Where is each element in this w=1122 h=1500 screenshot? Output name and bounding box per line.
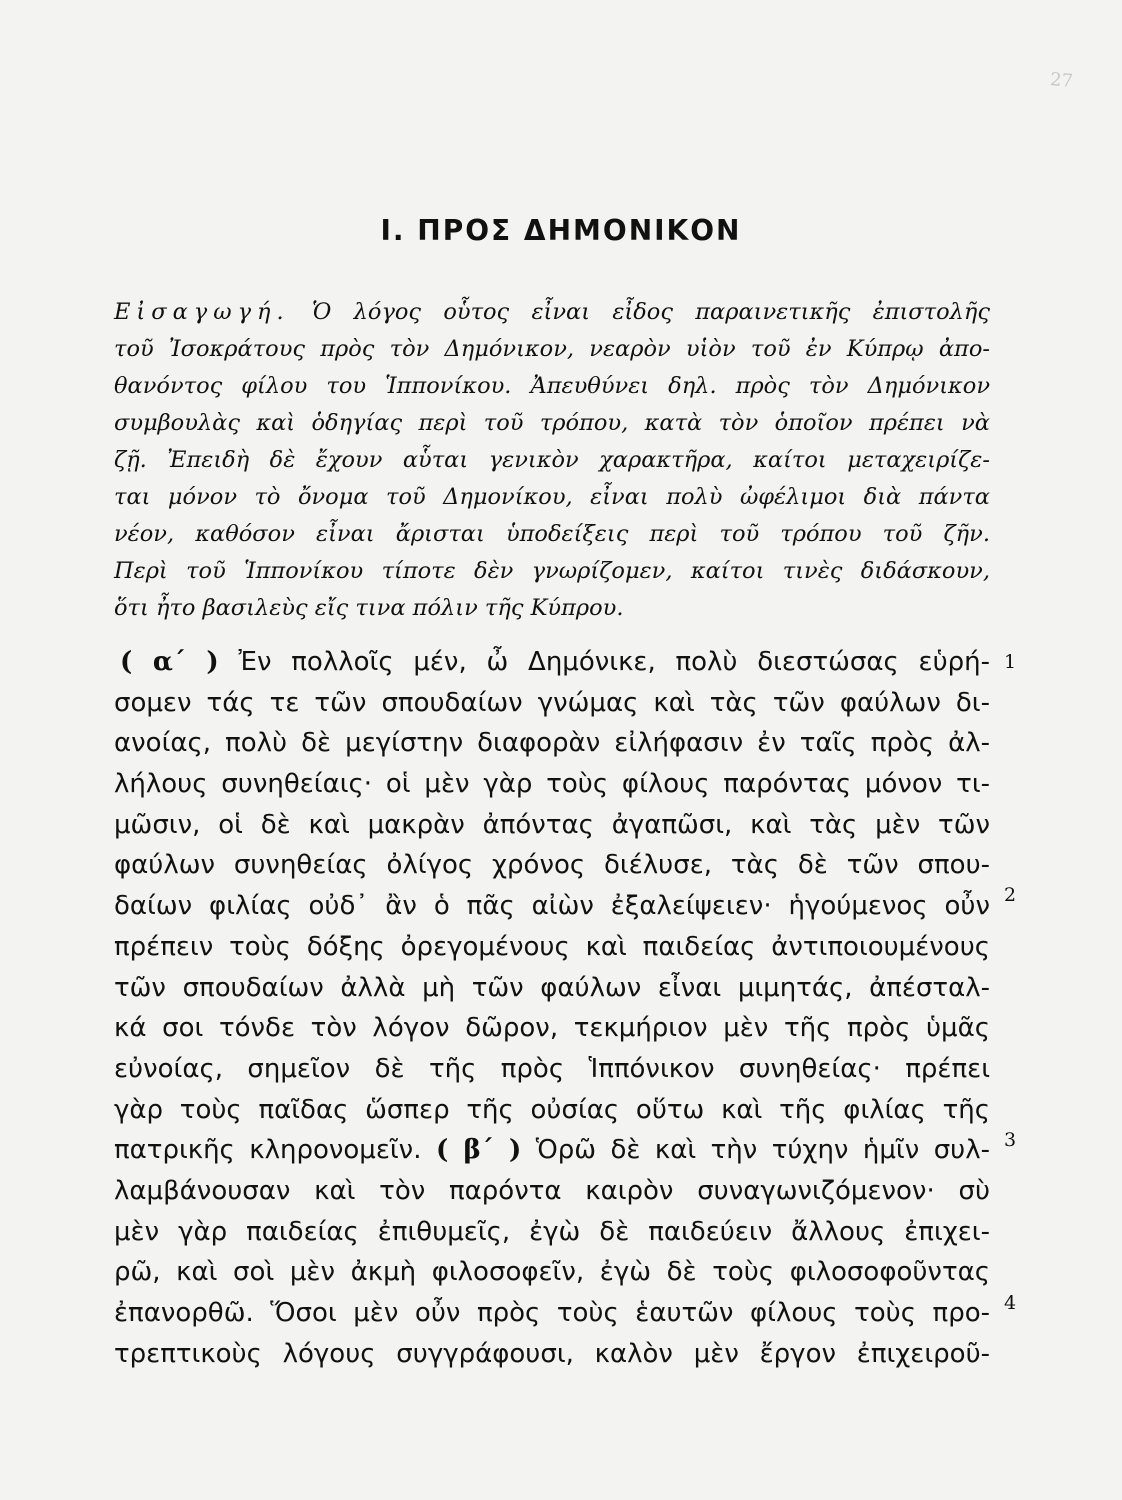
- intro-line: Εἰσαγωγή. Ὁ λόγος οὗτος εἶναι εἶδος παραινετικῆς ἐπιστολῆς: [114, 299, 991, 325]
- text-line: ( α΄ ) Ἐν πολλοῖς μέν, ὦ Δημόνικε, πολὺ διεστώσας εὑρή-: [120, 647, 990, 677]
- page-number: 27: [1049, 69, 1074, 92]
- text-line: κά σοι τόνδε τὸν λόγον δῶρον, τεκμήριον μὲν τῆς πρὸς ὑμᾶς: [114, 1013, 990, 1044]
- text-line: ρῶ, καὶ σοὶ μὲν ἀκμὴ φιλοσοφεῖν, ἐγὼ δὲ τοὺς φιλοσοφοῦντας: [114, 1257, 990, 1288]
- intro-line: θανόντος φίλου του Ἱππονίκου. Ἀπευθύνει δηλ. πρὸς τὸν Δημόνικον: [114, 373, 990, 399]
- intro-line: νέον, καθόσον εἶναι ἄρισται ὑποδείξεις περὶ τοῦ τρόπου τοῦ ζῆν.: [114, 521, 990, 547]
- section-marker-beta: ( β΄ ): [435, 1135, 522, 1166]
- text-line: ανοίας, πολὺ δὲ μεγίστην διαφορὰν εἰλήφασιν ἐν ταῖς πρὸς ἀλ-: [114, 728, 990, 759]
- text-line: τῶν σπουδαίων ἀλλὰ μὴ τῶν φαύλων εἶναι μιμητάς, ἀπέσταλ-: [114, 972, 990, 1003]
- intro-line: τοῦ Ἰσοκράτους πρὸς τὸν Δημόνικον, νεαρὸν υἱὸν τοῦ ἐν Κύπρῳ ἀπο-: [114, 336, 990, 362]
- margin-number: 1: [1004, 651, 1017, 673]
- intro-line: Περὶ τοῦ Ἱππονίκου τίποτε δὲν γνωρίζομεν, καίτοι τινὲς διδάσκουν,: [114, 558, 990, 584]
- chapter-title: Ι. ΠΡΟΣ ΔΗΜΟΝΙΚΟΝ: [380, 214, 742, 247]
- intro-line: ὅτι ἦτο βασιλεὺς εἴς τινα πόλιν τῆς Κύπρου.: [114, 595, 624, 621]
- main-text: [114, 642, 990, 1374]
- text-line: σομεν τάς τε τῶν σπουδαίων γνώμας καὶ τὰς τῶν φαύλων δι-: [114, 687, 990, 718]
- text-line: δαίων φιλίας οὐδ᾽ ἂν ὁ πᾶς αἰὼν ἐξαλείψειεν· ἡγούμενος οὖν: [114, 891, 990, 922]
- text-line: φαύλων συνηθείας ὀλίγος χρόνος διέλυσε, τὰς δὲ τῶν σπου-: [114, 850, 990, 881]
- text-line: εὐνοίας, σημεῖον δὲ τῆς πρὸς Ἱππόνικον συνηθείας· πρέπει: [114, 1053, 990, 1084]
- margin-number: 3: [1004, 1129, 1017, 1151]
- margin-number: 2: [1004, 884, 1017, 906]
- intro-line: ται μόνον τὸ ὄνομα τοῦ Δημονίκου, εἶναι πολὺ ὠφέλιμοι διὰ πάντα: [114, 484, 990, 510]
- text-line: ἐπανορθῶ. Ὅσοι μὲν οὖν πρὸς τοὺς ἑαυτῶν φίλους τοὺς προ-: [114, 1298, 990, 1328]
- intro-line: ζῇ. Ἐπειδὴ δὲ ἔχουν αὗται γενικὸν χαρακτῆρα, καίτοι μεταχειρίζε-: [114, 447, 990, 473]
- text-line: μῶσιν, οἱ δὲ καὶ μακρὰν ἀπόντας ἀγαπῶσι, καὶ τὰς μὲν τῶν: [114, 809, 990, 840]
- text-line: τρεπτικοὺς λόγους συγγράφουσι, καλὸν μὲν ἔργον ἐπιχειροῦ-: [114, 1338, 990, 1369]
- margin-number: 4: [1004, 1292, 1017, 1314]
- text-line: λαμβάνουσαν καὶ τὸν παρόντα καιρὸν συναγωνιζόμενον· σὺ: [114, 1175, 990, 1206]
- intro-heading: Εἰσαγωγή.: [114, 299, 290, 325]
- text-line: λήλους συνηθείαις· οἱ μὲν γὰρ τοὺς φίλους παρόντας μόνον τι-: [114, 769, 990, 800]
- intro-line: συμβουλὰς καὶ ὁδηγίας περὶ τοῦ τρόπου, κατὰ τὸν ὁποῖον πρέπει νὰ: [114, 410, 990, 436]
- section-marker-alpha: ( α΄ ): [120, 647, 219, 677]
- text-line: πρέπειν τοὺς δόξης ὀρεγομένους καὶ παιδείας ἀντιποιουμένους: [114, 931, 990, 962]
- text-line: μὲν γὰρ παιδείας ἐπιθυμεῖς, ἐγὼ δὲ παιδεύειν ἄλλους ἐπιχει-: [114, 1216, 990, 1247]
- text-line: πατρικῆς κληρονομεῖν. ( β΄ ) Ὁρῶ δὲ καὶ τὴν τύχην ἡμῖν συλ-: [114, 1135, 990, 1166]
- introduction-block: [114, 294, 990, 627]
- text-line: γὰρ τοὺς παῖδας ὥσπερ τῆς οὐσίας οὕτω καὶ τῆς φιλίας τῆς: [114, 1094, 990, 1125]
